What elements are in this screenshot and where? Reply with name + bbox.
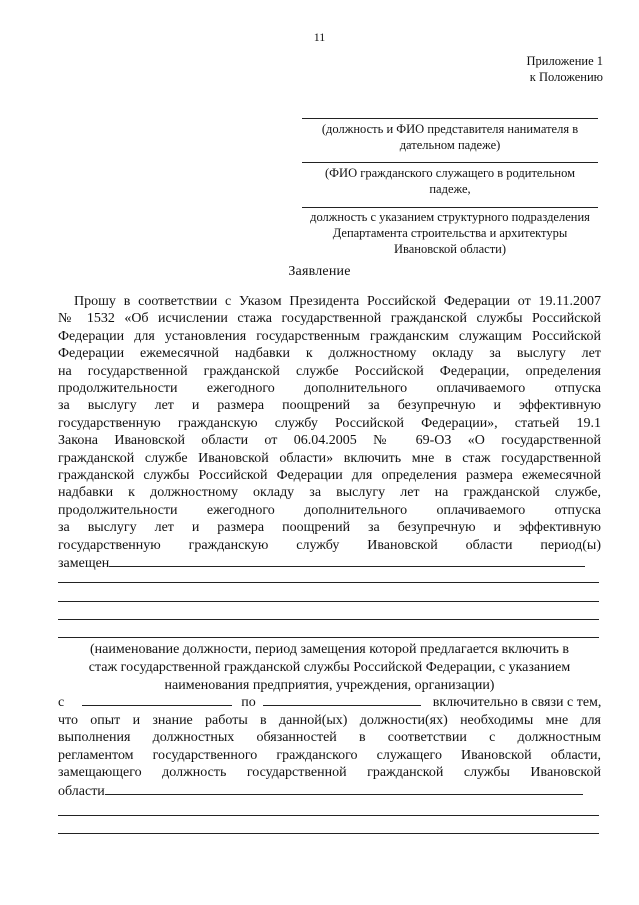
body-line: государственную гражданскую службу Российской Федерации», статьей 19.1 (58, 415, 601, 431)
page-number: 11 (313, 30, 326, 44)
employer-line (302, 118, 598, 119)
reason-line: что опыт и знание работы в данной(ых) должности(ях) необходимы мне для (58, 713, 601, 728)
blank-line[interactable] (58, 815, 599, 816)
blank-line[interactable] (58, 833, 599, 834)
reason-fill-field[interactable] (105, 782, 583, 795)
position-caption-line-3: Ивановской области) (393, 242, 507, 256)
position-caption (300, 209, 600, 257)
body-line: за выслугу лет и размера поощрений за безупречную и эффективную (58, 520, 601, 536)
reason-line: замещающего должность государственной гражданской службы Ивановской (58, 765, 601, 781)
reason-text (58, 712, 601, 800)
period-line (58, 693, 601, 711)
body-line: государственную гражданскую службу Ивановской области период(ы) (58, 537, 601, 553)
reason-line: выполнения должностных обязанностей в соответствии с должностным (58, 730, 601, 746)
employee-caption-line-2: падеже, (429, 182, 471, 196)
instruction-line-1: (наименование должности, период замещения которой предлагается включить в (90, 642, 569, 657)
body-line: продолжительности ежегодного дополнительного оплачиваемого отпуска (58, 381, 601, 397)
employer-caption-line-2: дательном падеже) (399, 138, 501, 152)
body-line: Федерации ежемесячной надбавки к должностному окладу за выслугу лет (58, 346, 601, 362)
employer-caption (300, 121, 600, 153)
blank-line[interactable] (58, 619, 599, 620)
employer-caption-line-1: (должность и ФИО представителя нанимателя в (321, 122, 579, 136)
appendix-line-2: к Положению (529, 70, 603, 84)
replaced-fill-field[interactable] (109, 554, 585, 567)
instruction-caption (58, 641, 601, 695)
blank-line[interactable] (58, 582, 599, 583)
reason-last-label: области (58, 783, 105, 799)
body-line: Закона Ивановской области от 06.04.2005 № 69-ОЗ «О государственной (58, 433, 601, 449)
body-line: за выслугу лет и размера поощрений за безупречную и эффективную (58, 398, 601, 414)
replaced-line (58, 554, 601, 572)
instruction-line-3: наименования предприятия, учреждения, организации) (164, 678, 495, 693)
body-text (58, 293, 601, 573)
position-line (302, 207, 598, 208)
period-from-field[interactable] (82, 693, 232, 706)
employee-caption (300, 165, 600, 197)
blank-line[interactable] (58, 601, 599, 602)
body-line: надбавки к должностному окладу за выслугу лет на гражданской службе, (58, 485, 601, 501)
body-line: № 1532 «Об исчислении стажа государственной гражданской службы Российской (58, 311, 601, 327)
body-line: Прошу в соответствии с Указом Президента Российской Федерации от 19.11.2007 (74, 294, 601, 309)
body-line: Федерации для установления государственным гражданским служащим Российской (58, 328, 601, 344)
body-line: на государственной гражданской службе Российской Федерации, определения (58, 363, 601, 379)
appendix-note (527, 53, 603, 85)
body-line: продолжительности ежегодного дополнительного оплачиваемого отпуска (58, 502, 601, 518)
replaced-label: замещен (58, 556, 110, 572)
instruction-line-2: стаж государственной гражданской службы Российской Федерации, с указанием (88, 660, 571, 675)
reason-line: регламентом государственного гражданского служащего Ивановской области, (58, 747, 601, 763)
reason-last-line (58, 782, 601, 800)
employee-line (302, 162, 598, 163)
body-line: гражданской службы Российской Федерации для определения размера ежемесячной (58, 468, 601, 484)
blank-line[interactable] (58, 637, 599, 638)
employee-caption-line-1: (ФИО гражданского служащего в родительном (325, 166, 575, 180)
position-caption-line-2: Департамента строительства и архитектуры (332, 226, 568, 240)
appendix-line-1: Приложение 1 (526, 54, 603, 68)
body-line: гражданской службе Ивановской области» включить мне в стаж государственной (58, 450, 601, 466)
period-to-field[interactable] (263, 693, 421, 706)
period-rest-text: включительно в связи с тем, (432, 695, 602, 710)
document-title: Заявление (288, 264, 351, 279)
period-to-label: по (241, 695, 256, 710)
period-from-label: с (58, 695, 65, 710)
position-caption-line-1: должность с указанием структурного подразделения (310, 210, 590, 224)
